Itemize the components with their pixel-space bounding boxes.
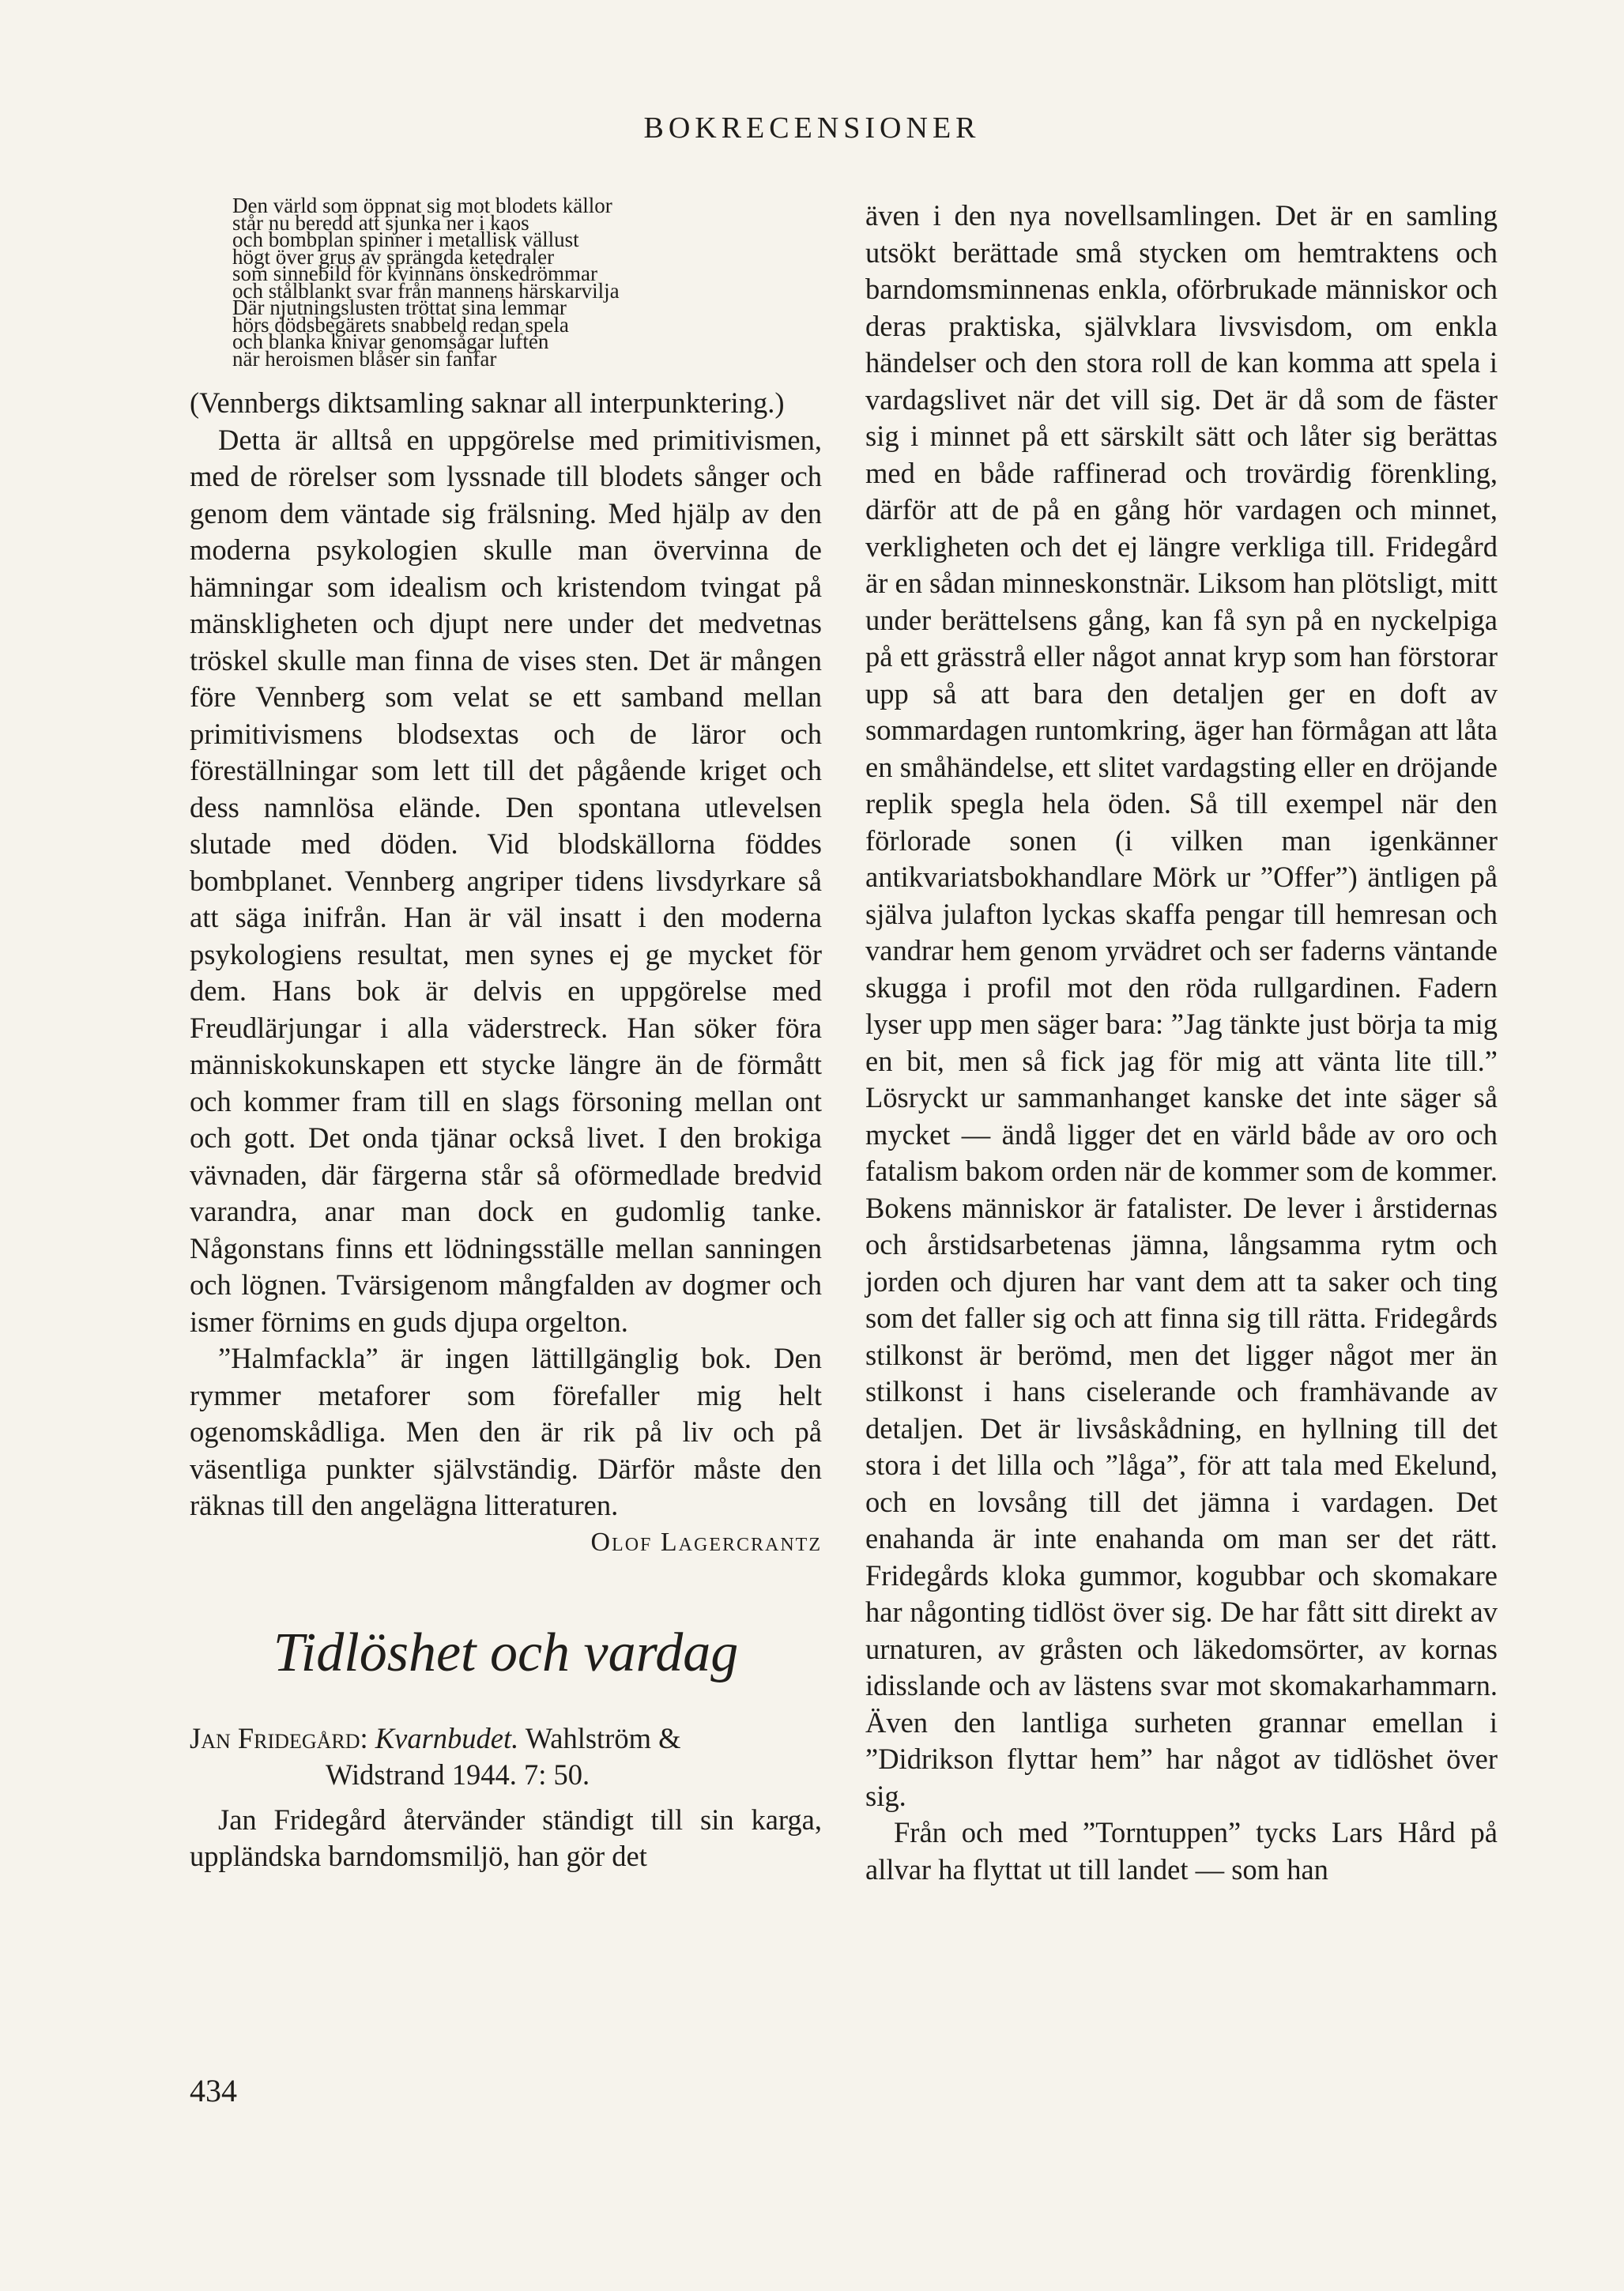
- paragraph: Detta är alltså en uppgörelse med primitivismen, med de rörelser som lyssnade till blodets sånger och genom dem väntade sig frälsning. Med hjälp av den moderna psykologien skulle man övervinna de hämningar som idealism och kristendom tvingat på mänskligheten och djupt nere under det medvetnas tröskel skulle man finna de vises sten. Det är mången före Vennberg som velat se ett samband mellan primitivismens blodsextas och de läror och föreställningar som lett till det pågående kriget och dess namnlösa elände. Den spontana utlevelsen slutade med döden. Vid blodskällorna föddes bombplanet. Vennberg angriper tidens livsdyrkare så att säga inifrån. Han är väl insatt i den moderna psykologiens resultat, men synes ej ge mycket för dem. Hans bok är delvis en uppgörelse med Freudlärjungar i alla väderstreck. Han söker föra människokunskapen ett stycke längre än de förmått och kommer fram till en slags försoning mellan ont och gott. Det onda tjänar också livet. I den brokiga vävnaden, där färgerna står så oförmedlade bredvid varandra, anar man dock en gudomlig tanke. Någonstans finns ett lödningsställe mellan sanningen och lögnen. Tvärsigenom mångfalden av dogmer och ismer förnims en guds djupa orgelton.: [190, 423, 822, 1338]
- author-signature: Olof Lagercrantz: [590, 1527, 822, 1557]
- review-title: Tidlöshet och vardag: [273, 1622, 739, 1683]
- book-title: Kvarnbudet.: [375, 1721, 519, 1754]
- poem-line: och stålblankt svar från mannens härskarvilja: [232, 278, 620, 303]
- poem-line: och blanka knivar genomsågar luften: [232, 330, 549, 353]
- left-column: [190, 194, 822, 1875]
- poem-line: står nu beredd att sjunka ner i kaos: [232, 210, 529, 235]
- book-publisher-details: Widstrand 1944. 7: 50.: [326, 1758, 590, 1791]
- book-author: Jan Fridegård:: [190, 1721, 368, 1754]
- bibliographic-entry: [190, 1720, 822, 1794]
- running-head: BOKRECENSIONER: [643, 111, 981, 145]
- paragraph: Från och med ”Torntuppen” tycks Lars Hård på allvar ha flyttat ut till landet — som han: [865, 1816, 1498, 1886]
- page-number: 434: [190, 2073, 237, 2108]
- right-column: [865, 198, 1498, 1888]
- paragraph: Jan Fridegård återvänder ständigt till sin karga, uppländska barndomsmiljö, han gör det: [190, 1803, 822, 1872]
- paragraph: (Vennbergs diktsamling saknar all interpunktering.): [190, 386, 785, 419]
- poem-line: när heroismen blåser sin fanfar: [232, 346, 497, 371]
- paragraph: även i den nya novellsamlingen. Det är en samling utsökt berättade små stycken om hemtraktens och barndomsminnenas enkla, oförbrukade människor och deras praktiska, självklara livsvisdom, om enkla händelser och den stora roll de kan komma att spela i vardagslivet när det vill sig. Det är då som de fäster sig i minnet på ett särskilt sätt och låter sig berättas med en både raffinerad och trovärdig förenkling, därför att de på en gång hör vardagen och minnet, verkligheten och det ej längre verkliga till. Fridegård är en sådan minneskonstnär. Liksom han plötsligt, mitt under berättelsens gång, kan få syn på en nyckelpiga på ett grässtrå eller något annat kryp som han förstorar upp så att bara den detaljen ger en doft av sommardagen runtomkring, äger han förmågan att låta en småhändelse, ett slitet vardagsting eller en dröjande replik spegla hela öden. Så till exempel när den förlorade sonen (i vilken man igenkänner antikvariatsbokhandlare Mörk ur ”Offer”) äntligen på själva julafton lyckas skaffa pengar till hemresan och vandrar hem genom yrvädret och ser faderns väntande skugga i profil mot den röda rullgardinen. Fadern lyser upp men säger bara: ”Jag tänkte just börja ta mig en bit, men så fick jag för mig att vänta lite till.” Lösryckt ur sammanhanget kanske det inte säger så mycket — ändå ligger det en värld både av oro och fatalism bakom orden när de kommer som de kommer. Bokens människor är fatalister. De lever i årstidernas och årstidsarbetenas jämna, långsamma rytm och jorden och djuren har vant dem att ta saker och ting som det faller sig och att finna sig till rätta. Fridegårds stilkonst är berömd, men det ligger något mer än stilkonst i hans ciselerande och framhävande av detaljen. Det är livsåskådning, en hyllning till det stora i det lilla och ”låga”, för att tala med Ekelund, och en lovsång till det jämna i vardagen. Det enahanda är inte enahanda om man ser det rätt. Fridegårds kloka gummor, kogubbar och skomakare har någonting tidlöst över sig. De har fått sitt direkt av urnaturen, av gråsten och läkedomsörter, av kornas idisslande och av lästens svar mot skomakarhammarn. Även den lantliga surheten grannar emellan i ”Didrikson flyttar hem” har något av tidlöshet över sig.: [865, 199, 1498, 1812]
- poem-quote: [232, 194, 822, 371]
- book-publisher: Wahlström &: [525, 1721, 681, 1754]
- paragraph: ”Halmfackla” är ingen lättillgänglig bok. Den rymmer metaforer som förefaller mig helt ogenomskådliga. Men den är rik på liv och på väsentliga punkter självständig. Därför måste den räknas till den angelägna litteraturen.: [190, 1342, 822, 1521]
- poem-line: Där njutningslusten tröttat sina lemmar: [232, 296, 567, 319]
- poem-line: hörs dödsbegärets snabbeld redan spela: [232, 312, 569, 337]
- poem-line: högt över grus av sprängda ketedraler: [232, 244, 555, 269]
- poem-line: och bombplan spinner i metallisk vällust: [232, 228, 579, 251]
- poem-line: Den värld som öppnat sig mot blodets källor: [232, 194, 612, 217]
- poem-line: som sinnebild för kvinnans önskedrömmar: [232, 262, 597, 285]
